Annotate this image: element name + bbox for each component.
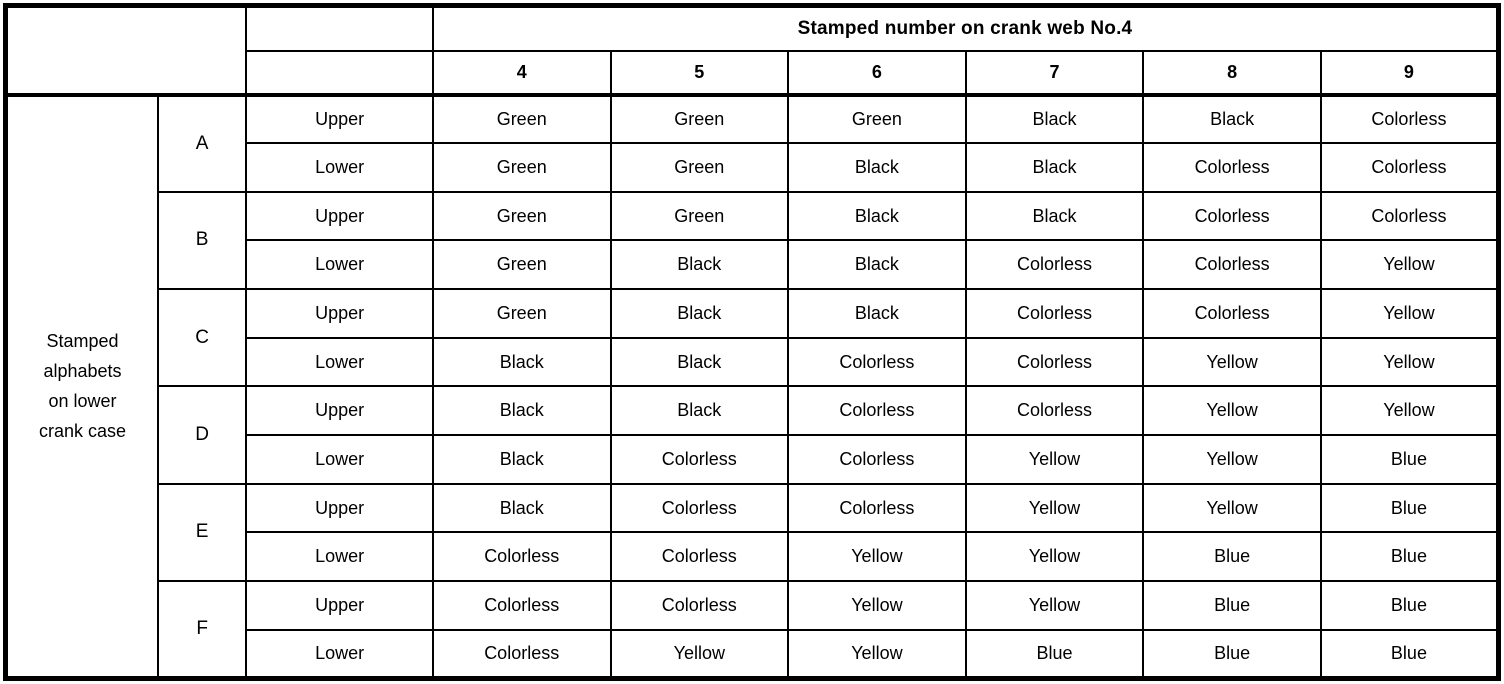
value-cell: Colorless [788,338,966,387]
value-cell: Black [788,143,966,192]
value-cell: Colorless [788,484,966,533]
table-row [6,192,1499,241]
letter-cell: A [158,95,246,192]
value-cell: Colorless [611,435,789,484]
value-cell: Colorless [611,581,789,630]
letter-cell: E [158,484,246,581]
position-cell: Upper [246,484,433,533]
value-cell: Blue [1143,630,1321,679]
value-cell: Black [611,289,789,338]
value-cell: Black [611,240,789,289]
value-cell: Green [433,192,611,241]
value-cell: Blue [1321,581,1499,630]
value-cell: Colorless [611,484,789,533]
value-cell: Green [611,95,789,144]
position-cell: Upper [246,289,433,338]
value-cell: Yellow [966,435,1144,484]
value-cell: Colorless [433,581,611,630]
letter-cell: C [158,289,246,386]
position-cell: Lower [246,338,433,387]
value-cell: Yellow [1321,240,1499,289]
value-cell: Yellow [611,630,789,679]
position-header-cell-bottom [246,51,433,95]
value-cell: Green [433,240,611,289]
value-cell: Colorless [966,240,1144,289]
value-cell: Colorless [1321,192,1499,241]
table-title: Stamped number on crank web No.4 [433,6,1499,51]
position-cell: Lower [246,143,433,192]
value-cell: Yellow [788,532,966,581]
position-cell: Lower [246,435,433,484]
table-row [6,386,1499,435]
value-cell: Black [611,338,789,387]
letter-cell: D [158,386,246,483]
value-cell: Colorless [433,630,611,679]
value-cell: Colorless [1321,95,1499,144]
value-cell: Yellow [1143,484,1321,533]
position-cell: Upper [246,386,433,435]
value-cell: Blue [1321,435,1499,484]
value-cell: Black [433,338,611,387]
position-cell: Lower [246,630,433,679]
value-cell: Black [1143,95,1321,144]
value-cell: Black [611,386,789,435]
value-cell: Yellow [1143,338,1321,387]
value-cell: Colorless [788,435,966,484]
header-row-title [6,6,1499,51]
value-cell: Yellow [1321,386,1499,435]
value-cell: Yellow [1321,338,1499,387]
col-header-8: 8 [1143,51,1321,95]
value-cell: Blue [1143,532,1321,581]
value-cell: Green [611,192,789,241]
col-header-9: 9 [1321,51,1499,95]
value-cell: Black [433,484,611,533]
value-cell: Blue [966,630,1144,679]
value-cell: Blue [1321,532,1499,581]
value-cell: Colorless [1143,240,1321,289]
value-cell: Yellow [1143,386,1321,435]
value-cell: Black [788,192,966,241]
value-cell: Green [433,289,611,338]
value-cell: Yellow [966,532,1144,581]
col-header-5: 5 [611,51,789,95]
value-cell: Colorless [433,532,611,581]
value-cell: Black [966,95,1144,144]
value-cell: Colorless [1143,192,1321,241]
value-cell: Colorless [966,338,1144,387]
position-cell: Upper [246,581,433,630]
table-row [6,289,1499,338]
crank-bearing-color-code-table [3,3,1501,681]
value-cell: Colorless [1143,143,1321,192]
position-header-cell-top [246,6,433,51]
value-cell: Blue [1143,581,1321,630]
value-cell: Black [433,435,611,484]
col-header-6: 6 [788,51,966,95]
value-cell: Yellow [1321,289,1499,338]
letter-cell: F [158,581,246,678]
row-header: Stamped alphabets on lower crank case [6,95,159,679]
value-cell: Yellow [788,630,966,679]
value-cell: Colorless [1321,143,1499,192]
corner-cell [6,6,247,95]
letter-cell: B [158,192,246,289]
table-row [6,95,1499,144]
value-cell: Green [611,143,789,192]
value-cell: Colorless [966,386,1144,435]
value-cell: Black [788,240,966,289]
value-cell: Black [966,192,1144,241]
value-cell: Blue [1321,630,1499,679]
position-cell: Lower [246,240,433,289]
value-cell: Colorless [788,386,966,435]
value-cell: Yellow [966,581,1144,630]
value-cell: Green [788,95,966,144]
value-cell: Green [433,143,611,192]
value-cell: Yellow [1143,435,1321,484]
value-cell: Black [433,386,611,435]
value-cell: Colorless [611,532,789,581]
value-cell: Black [966,143,1144,192]
value-cell: Blue [1321,484,1499,533]
value-cell: Green [433,95,611,144]
value-cell: Colorless [966,289,1144,338]
position-cell: Upper [246,95,433,144]
value-cell: Black [788,289,966,338]
col-header-4: 4 [433,51,611,95]
table-row [6,484,1499,533]
col-header-7: 7 [966,51,1144,95]
position-cell: Lower [246,532,433,581]
value-cell: Colorless [1143,289,1321,338]
value-cell: Yellow [966,484,1144,533]
table-row [6,581,1499,630]
value-cell: Yellow [788,581,966,630]
position-cell: Upper [246,192,433,241]
